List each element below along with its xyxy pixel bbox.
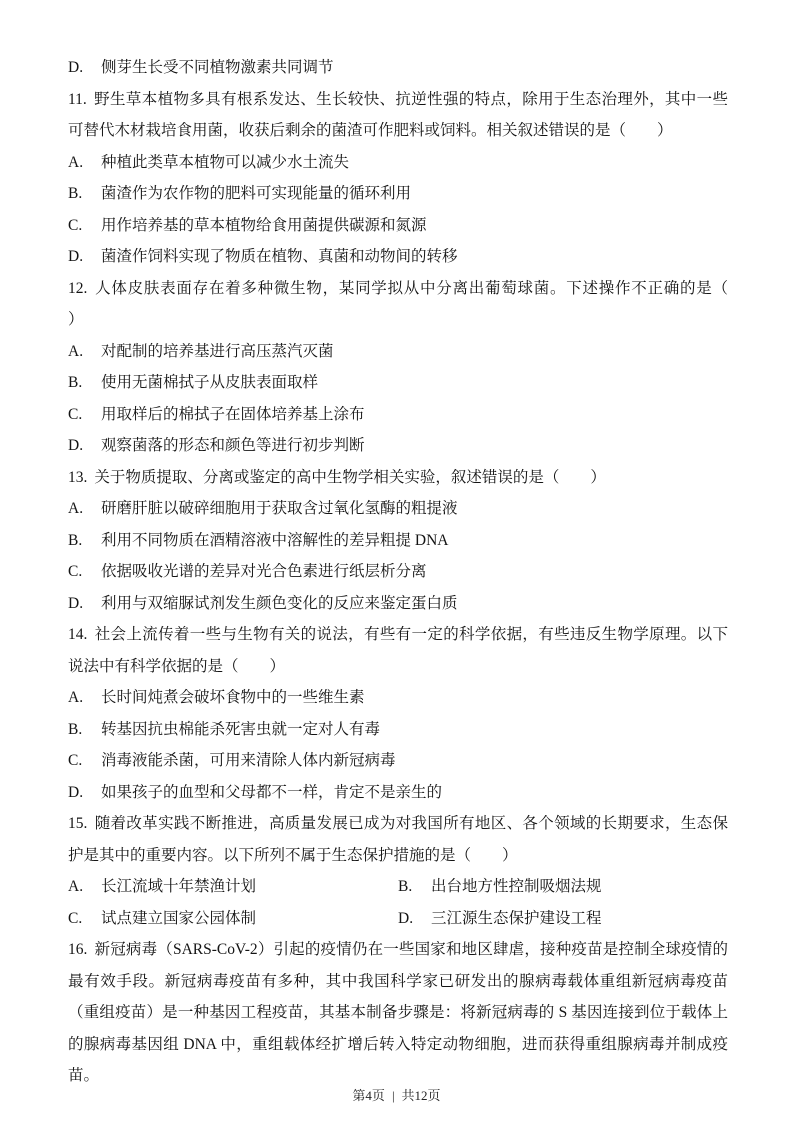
questions (68, 84, 760, 1092)
question-number: 14. (68, 626, 88, 643)
option-item (398, 903, 728, 935)
page-footer (0, 1085, 793, 1104)
question-block (68, 934, 728, 1092)
options-list (68, 682, 728, 808)
option-label: C. (68, 405, 83, 423)
option-label: D. (68, 783, 84, 801)
option-text: 试点建立国家公园体制 (101, 909, 257, 927)
option-text: 侧芽生长受不同植物激素共同调节 (101, 59, 334, 76)
option-label: D. (68, 594, 84, 612)
option-label: B. (68, 185, 83, 202)
question-stem (68, 84, 728, 147)
option-label: A. (68, 153, 84, 171)
option-item (68, 745, 728, 777)
options-list (68, 336, 728, 462)
option-label: B. (398, 878, 413, 895)
question-block (68, 462, 728, 620)
question-text: 野生草本植物多具有根系发达、生长较快、抗逆性强的特点，除用于生态治理外，其中一些可替代木材栽培食用菌，收获后剩余的菌渣可作肥料或饲料。相关叙述错误的是（ ） (68, 90, 728, 139)
question-stem (68, 934, 728, 1092)
option-item (68, 430, 728, 462)
question-stem (68, 619, 728, 682)
option-item (68, 178, 728, 210)
option-text: 用取样后的棉拭子在固体培养基上涂布 (101, 405, 365, 423)
option-item (68, 493, 728, 525)
option-label: D. (68, 59, 84, 76)
question-number: 16. (68, 941, 88, 958)
option-item (68, 399, 728, 431)
option-item (68, 588, 728, 620)
question-number: 15. (68, 815, 88, 832)
option-label: C. (68, 752, 83, 769)
option-item (68, 556, 728, 588)
options-list (68, 871, 728, 934)
question-text: 随着改革实践不断推进，高质量发展已成为对我国所有地区、各个领域的长期要求，生态保护是其中的重要内容。以下所列不属于生态保护措施的是（ ） (68, 815, 728, 864)
option-text: 出台地方性控制吸烟法规 (431, 878, 602, 895)
option-label: D. (68, 437, 84, 454)
options-list (68, 493, 728, 619)
option-item (68, 147, 728, 179)
question-text: 社会上流传着一些与生物有关的说法，有些有一定的科学依据，有些违反生物学原理。以下说法中有科学依据的是（ ） (68, 626, 728, 675)
question-block (68, 808, 728, 934)
option-text: 利用与双缩脲试剂发生颜色变化的反应来鉴定蛋白质 (101, 594, 458, 612)
option-item (68, 777, 728, 809)
option-item (68, 871, 398, 903)
question-block (68, 84, 728, 273)
question-stem (68, 273, 760, 336)
option-text: 依据吸收光谱的差异对光合色素进行纸层析分离 (101, 563, 427, 580)
question-block (68, 273, 760, 462)
option-item (68, 525, 728, 557)
exam-page-content (68, 52, 760, 1092)
option-label: A. (68, 342, 84, 360)
option-item (68, 210, 728, 242)
question-number: 12. (68, 279, 88, 297)
question-text: 关于物质提取、分离或鉴定的高中生物学相关实验，叙述错误的是（ ） (94, 468, 606, 486)
option-label: B. (68, 374, 83, 391)
option-text: 消毒液能杀菌，可用来清除人体内新冠病毒 (101, 752, 396, 769)
option-item (68, 714, 728, 746)
option-text: 菌渣作饲料实现了物质在植物、真菌和动物间的转移 (101, 248, 458, 265)
question-number: 13. (68, 468, 88, 486)
carryover-option-item (68, 52, 728, 84)
option-label: C. (68, 563, 83, 580)
question-stem (68, 808, 728, 871)
footer-page-number: 第4页 (352, 1088, 385, 1103)
option-item (68, 336, 728, 368)
option-label: A. (68, 689, 84, 706)
option-text: 三江源生态保护建设工程 (431, 909, 602, 927)
option-label: A. (68, 878, 84, 895)
option-label: B. (68, 531, 83, 549)
question-number: 11. (68, 90, 87, 108)
footer-separator: | (391, 1088, 395, 1103)
option-label: C. (68, 216, 83, 234)
option-text: 对配制的培养基进行高压蒸汽灭菌 (101, 342, 334, 360)
question-block (68, 619, 728, 808)
option-item (68, 682, 728, 714)
option-label: A. (68, 500, 84, 517)
option-item (68, 241, 728, 273)
question-stem (68, 462, 728, 494)
question-text: 人体皮肤表面存在着多种微生物，某同学拟从中分离出葡萄球菌。下述操作不正确的是（ ） (68, 279, 760, 328)
options-list (68, 147, 728, 273)
option-text: 研磨肝脏以破碎细胞用于获取含过氧化氢酶的粗提液 (101, 500, 458, 517)
option-label: D. (68, 248, 84, 265)
option-text: 使用无菌棉拭子从皮肤表面取样 (101, 374, 319, 391)
option-label: B. (68, 720, 83, 738)
option-text: 长时间炖煮会破坏食物中的一些维生素 (101, 689, 365, 706)
question-text: 新冠病毒（SARS-CoV-2）引起的疫情仍在一些国家和地区肆虐，接种疫苗是控制全球疫情的最有效手段。新冠病毒疫苗有多种，其中我国科学家已研发出的腺病毒载体重组新冠病毒疫苗（重组疫苗）是一种基因工程疫苗，其基本制备步骤是：将新冠病毒的 S 基因连接到位于载体上的腺病毒基因组 DNA 中，重组载体经扩增后转入特定动物细胞，进而获得重组腺病毒并制成疫苗。 (68, 941, 728, 1084)
option-label: D. (398, 909, 414, 927)
option-label: C. (68, 909, 83, 927)
option-text: 种植此类草本植物可以减少水土流失 (101, 153, 350, 171)
option-item (398, 871, 728, 903)
footer-total-pages: 共12页 (401, 1088, 441, 1103)
option-item (68, 903, 398, 935)
option-text: 转基因抗虫棉能杀死害虫就一定对人有毒 (101, 720, 381, 738)
option-text: 利用不同物质在酒精溶液中溶解性的差异粗提 DNA (101, 531, 449, 549)
option-item (68, 367, 728, 399)
option-text: 如果孩子的血型和父母都不一样，肯定不是亲生的 (101, 783, 443, 801)
option-text: 长江流域十年禁渔计划 (101, 878, 257, 895)
option-text: 菌渣作为农作物的肥料可实现能量的循环利用 (101, 185, 412, 202)
option-text: 用作培养基的草本植物给食用菌提供碳源和氮源 (101, 216, 427, 234)
option-text: 观察菌落的形态和颜色等进行初步判断 (101, 437, 365, 454)
